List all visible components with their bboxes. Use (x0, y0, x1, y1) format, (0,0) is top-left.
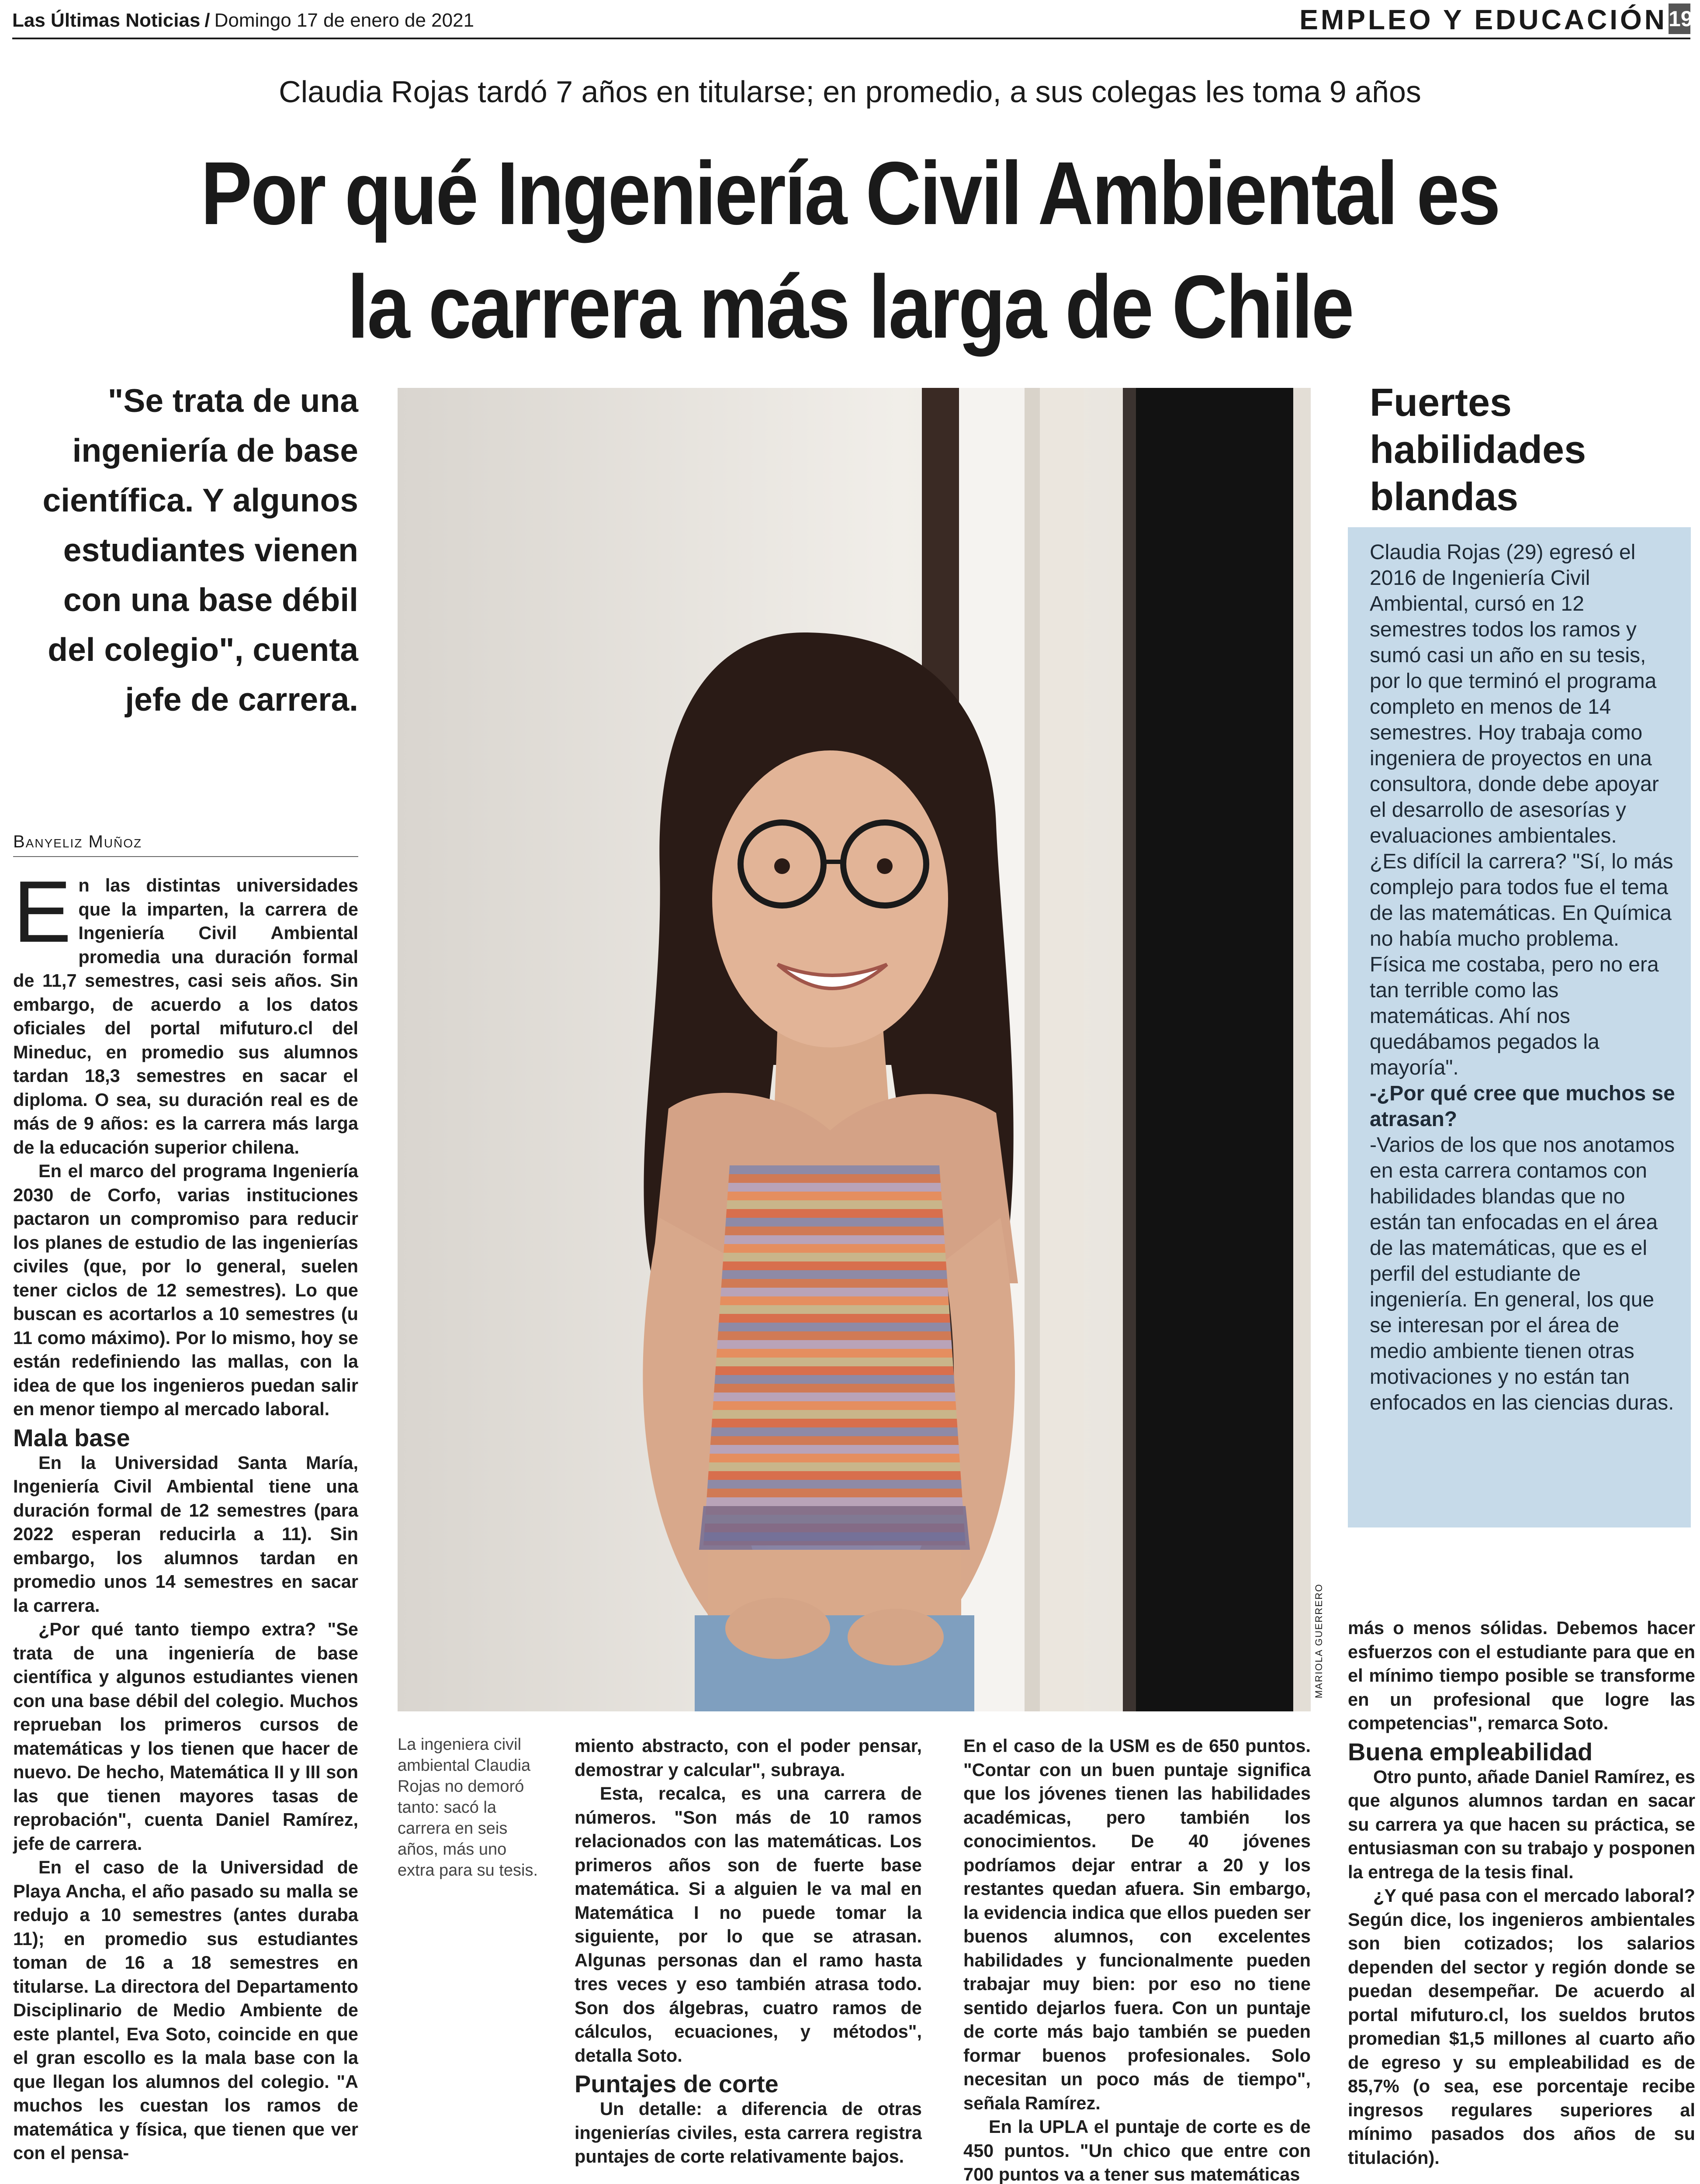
subhead-buena-empleabilidad: Buena empleabilidad (1348, 1738, 1593, 1766)
article-paragraph: En el caso de la USM es de 650 puntos. "Contar con un buen puntaje significa que los jóvenes tienen las habilidades académicas, pero también los conocimientos. De 40 jóvenes podríamos dejar entrar a 20 y los restantes quedan afuera. Sin embargo, la evidencia indica que ellos pueden ser buenos alumnos, con excelentes habilidades y funcionalmente pueden trabajar muy bien: por eso no tiene sentido dejarlos fuera. Con un puntaje de corte más bajo también se pueden formar buenos profesionales. Solo necesitan un poco más de tiempo", señala Ramírez. (963, 1735, 1311, 2113)
article-paragraph: En la Universidad Santa María, Ingeniería Civil Ambiental tiene una duración formal de 12 semestres (para 2022 esperan reducirla a 11). Sin embargo, los alumnos tardan en promedio unos 14 semestres en sacar la carrera. (13, 1452, 358, 1616)
article-paragraph: En el marco del programa Ingeniería 2030 de Corfo, varias instituciones pactaron un compromiso para reducir los planes de estudio de las ingenierías civiles (que, por lo general, suelen tener ciclos de 12 semestres). Lo que buscan es acortarlos a 10 semestres (u 11 como máximo). Por lo mismo, hoy se están redefiniendo las mallas, con la idea de que los ingenieros puedan salir en menor tiempo al mercado laboral. (13, 1161, 358, 1419)
article-paragraph: ¿Y qué pasa con el mercado laboral? Según dice, los ingenieros ambientales son bien cotizados; los salarios dependen del sector y región donde se puedan desempeñar. De acuerdo al portal mifuturo.cl, los sueldos brutos promedian $1,5 millones al cuarto año de egreso y su empleabilidad es de 85,7% (o sea, ese porcentaje recibe ingresos regulares superiores al mínimo pasados dos años de su titulación). (1348, 1885, 1695, 2168)
byline: Banyeliz Muñoz (13, 832, 142, 851)
article-column-3 (963, 1734, 1311, 2184)
header-rule (12, 38, 1690, 39)
publication-name: Las Últimas Noticias (12, 10, 201, 31)
article-column-1 (13, 863, 358, 2163)
article-column-2 (575, 1734, 922, 2167)
page-number: 19 (1669, 3, 1690, 34)
article-paragraph (13, 863, 358, 1159)
article-paragraph: ¿Por qué tanto tiempo extra? "Se trata de una ingeniería de base científica y algunos estudiantes vienen con una base débil del colegio. Muchos reprueban los primeros cursos de matemáticas y los tienen que hacer de nuevo. De hecho, Matemática II y III son las que tienen mayores tasas de reprobación", cuenta Daniel Ramírez, jefe de carrera. (13, 1619, 358, 1854)
article-paragraph: En el caso de la Universidad de Playa Ancha, el año pasado su malla se redujo a 10 semestres (antes duraba 11); en promedio sus estudiantes toman de 16 a 18 semestres en titularse. La directora del Departamento Disciplinario de Medio Ambiente de este plantel, Eva Soto, coincide en que el gran escollo es la mala base con la que llegan los alumnos del colegio. "A muchos les cuestan los ramos de matemática y física, que tienen que ver con el pensa- (13, 1857, 358, 2163)
paragraph-text: n las distintas universidades que la imparten, la carrera de Ingeniería Civil Ambiental promedia una duración formal de 11,7 semestres, casi seis años. Sin embargo, de acuerdo a los datos oficiales del portal mifuturo.cl del Mineduc, en promedio sus alumnos tardan 18,3 semestres en sacar el diploma. O sea, su duración real es de más de 9 años: es la carrera más larga de la educación superior chilena. (13, 875, 358, 1158)
masthead (12, 10, 474, 31)
masthead-separator: / (204, 10, 210, 31)
article-column-4 (1348, 1616, 1695, 2168)
headline-line-2: la carrera más larga de Chile (347, 257, 1353, 357)
sidebar-paragraph: Claudia Rojas (29) egresó el 2016 de Ingeniería Civil Ambiental, cursó en 12 semestres todos los ramos y sumó casi un año en su tesis, por lo que terminó el programa completo en menos de 14 semestres. Hoy trabaja como ingeniera de proyectos en una consultora, donde debe apoyar el desarrollo de asesorías y evaluaciones ambientales. (1370, 541, 1659, 847)
sidebar-question: -¿Por qué cree que muchos se atrasan? (1370, 1082, 1675, 1131)
article-paragraph: Esta, recalca, es una carrera de números. "Son más de 10 ramos relacionados con las matemáticas. Los primeros años son de fuerte base matemática. Si a alguien le va mal en Matemática I no puede tomar la siguiente, por lo que se atrasan. Algunas personas dan el ramo hasta tres veces y eso también atrasa todo. Son dos álgebras, cuatro ramos de cálculos, ecuaciones, y métodos", detalla Soto. (575, 1783, 922, 2066)
byline-rule (13, 856, 358, 857)
article-subtitle: Claudia Rojas tardó 7 años en titularse; en promedio, a sus colegas les toma 9 años (279, 75, 1421, 109)
article-paragraph: En la UPLA el puntaje de corte es de 450 puntos. "Un chico que entre con 700 puntos va a tener sus matemáticas (963, 2116, 1311, 2184)
subhead-mala-base: Mala base (13, 1424, 130, 1451)
pull-quote: "Se trata de una ingeniería de base científica. Y algunos estudiantes vienen con una base débil del colegio", cuenta jefe de carrera. (42, 382, 358, 718)
headline-line-1: Por qué Ingeniería Civil Ambiental es (201, 143, 1499, 243)
drop-cap: E (13, 863, 72, 961)
sidebar-paragraph: ¿Es difícil la carrera? "Sí, lo más complejo para todos fue el tema de las matemáticas. En Química no había mucho problema. Física me costaba, pero no era tan terrible como las matemáticas. Ahí nos quedábamos pegados la mayoría". (1370, 850, 1673, 1079)
article-paragraph: más o menos sólidas. Debemos hacer esfuerzos con el estudiante para que en el mínimo tiempo posible se transforme en un profesional que logre las competencias", remarca Soto. (1348, 1617, 1695, 1733)
photo-illustration (398, 388, 1311, 1711)
photo-caption: La ingeniera civil ambiental Claudia Rojas no demoró tanto: sacó la carrera en seis años, más uno extra para su tesis. (398, 1735, 538, 1880)
sidebar-paragraph: -Varios de los que nos anotamos en esta carrera contamos con habilidades blandas que no están tan enfocadas en el área de las matemáticas, que es el perfil del estudiante de ingeniería. En general, los que se interesan por el área de medio ambiente tienen otras motivaciones y no están tan enfocados en las ciencias duras. (1370, 1133, 1675, 1414)
article-paragraph: Un detalle: a diferencia de otras ingenierías civiles, esta carrera registra puntajes de corte relativamente bajos. (575, 2098, 922, 2167)
issue-date: Domingo 17 de enero de 2021 (214, 10, 474, 31)
sidebar-text (1370, 539, 1676, 1416)
sidebar-title: Fuertes habilidades blandas (1370, 381, 1586, 519)
article-paragraph: Otro punto, añade Daniel Ramírez, es que algunos alumnos tardan en sacar su carrera ya que hacen su práctica, se entusiasman con su trabajo y posponen la entrega de la tesis final. (1348, 1766, 1695, 1882)
section-name: EMPLEO Y EDUCACIÓN (1299, 4, 1667, 35)
photo-credit: MARIOLA GUERRERO (1313, 1583, 1324, 1699)
article-paragraph: miento abstracto, con el poder pensar, demostrar y calcular", subraya. (575, 1735, 922, 1780)
article-photo (398, 388, 1311, 1711)
subhead-puntajes-de-corte: Puntajes de corte (575, 2070, 779, 2098)
